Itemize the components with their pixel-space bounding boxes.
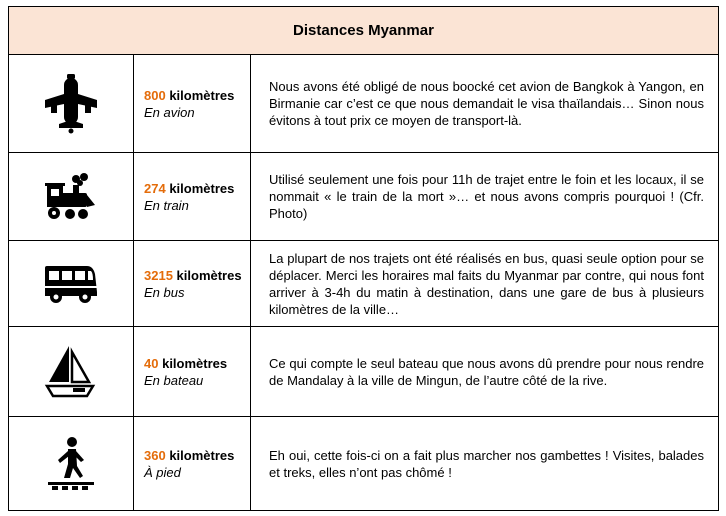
km-unit: kilomètres — [169, 87, 235, 103]
table-row — [9, 417, 718, 510]
transport-mode: En avion — [144, 104, 195, 120]
description-cell — [251, 241, 718, 326]
km-unit: kilomètres — [169, 447, 235, 463]
description-text: Ce qui compte le seul bateau que nous avons dû prendre pour nous rendre de Mandalay à la ville de Mingun, de l’autre côté de la rive. — [269, 355, 704, 388]
km-unit: kilomètres — [176, 267, 242, 283]
table-row — [9, 327, 718, 417]
airplane-icon — [9, 55, 134, 152]
description-cell — [251, 417, 718, 510]
table-row — [9, 241, 718, 327]
transport-mode: En bus — [144, 284, 185, 300]
km-unit: kilomètres — [169, 180, 235, 196]
transport-mode: En train — [144, 197, 189, 213]
description-text: Utilisé seulement une fois pour 11h de trajet entre le foin et les locaux, il se nommait « le train de la mort »… et nous avons compris pourquoi ! (Cfr. Photo) — [269, 172, 704, 221]
description-text: Eh oui, cette fois-ci on a fait plus marcher nos gambettes ! Visites, balades et treks, elles n’ont pas chômé ! — [269, 447, 704, 480]
km-value: 40 — [144, 355, 159, 371]
km-value: 274 — [144, 180, 166, 196]
description-text: Nous avons été obligé de nous boocké cet avion de Bangkok à Yangon, en Birmanie car c’est ce que nous demandait le visa thaïlandais… Sinon nous évitons à tout prix ce moyen de transport-là. — [269, 79, 704, 128]
walking-icon — [9, 417, 134, 510]
distance-cell — [134, 417, 251, 510]
transport-mode: À pied — [144, 464, 181, 480]
description-cell — [251, 153, 718, 240]
table-title: Distances Myanmar — [9, 7, 718, 55]
train-icon — [9, 153, 134, 240]
boat-icon — [9, 327, 134, 416]
description-cell — [251, 327, 718, 416]
table-row — [9, 55, 718, 153]
km-value: 360 — [144, 447, 166, 463]
distance-cell — [134, 327, 251, 416]
description-cell — [251, 55, 718, 152]
km-value: 3215 — [144, 267, 173, 283]
table-row — [9, 153, 718, 241]
km-value: 800 — [144, 87, 166, 103]
description-text: La plupart de nos trajets ont été réalisés en bus, quasi seule option pour se déplacer. Merci les horaires mal faits du Myanmar par contre, qui nous font arriver à 3-4h du matin à destination, dans une gare de bus à plusieurs kilomètres de la ville… — [269, 250, 704, 317]
distance-cell — [134, 241, 251, 326]
km-unit: kilomètres — [162, 355, 228, 371]
distance-cell — [134, 153, 251, 240]
distances-table — [8, 6, 719, 511]
transport-mode: En bateau — [144, 372, 204, 388]
bus-icon — [9, 241, 134, 326]
distance-cell — [134, 55, 251, 152]
